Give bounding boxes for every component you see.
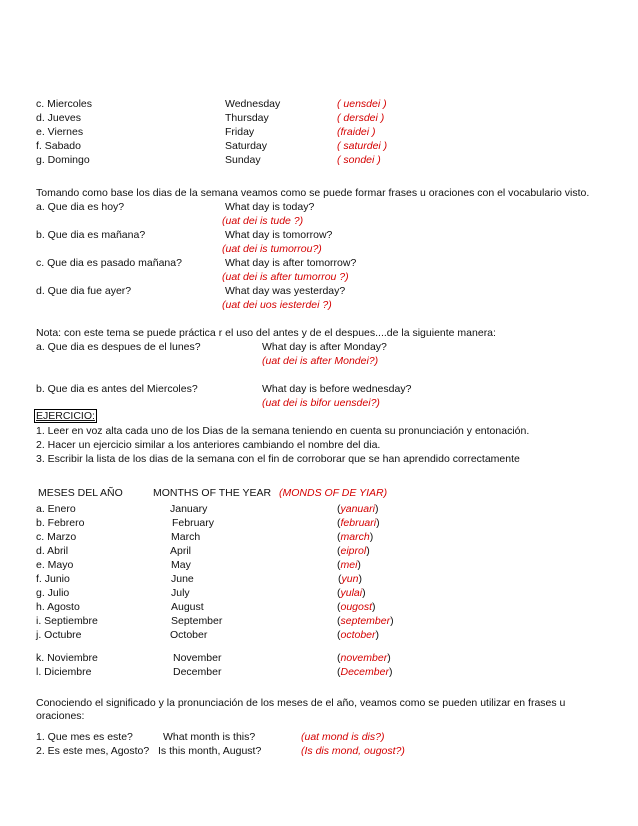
- day-es: d. Jueves: [36, 112, 81, 124]
- day-en: Saturday: [225, 140, 268, 152]
- month-en: April: [170, 545, 192, 557]
- month-es: j. Octubre: [36, 629, 82, 641]
- month-en: June: [171, 573, 194, 585]
- month-es: e. Mayo: [36, 559, 74, 571]
- month-es: k. Noviembre: [36, 652, 98, 664]
- month-es: g. Julio: [36, 587, 70, 599]
- month-pronunciation: (november): [337, 652, 391, 664]
- day-pronunciation: ( sondei ): [337, 154, 381, 166]
- question-en: What day is after tomorrow?: [225, 257, 357, 269]
- month-es: l. Diciembre: [36, 666, 92, 678]
- day-pronunciation: ( saturdei ): [337, 140, 388, 152]
- question-es: a. Que dia es despues de el lunes?: [36, 341, 201, 353]
- note-paragraph: Nota: con este tema se puede práctica r el uso del antes y de el despues....de la siguiente manera:: [36, 327, 496, 339]
- question-pronunciation: (uat dei is after tumorrou ?): [222, 271, 349, 283]
- question-pronunciation: (uat dei is tumorrou?): [222, 243, 322, 255]
- months-header-es: MESES DEL AÑO: [38, 487, 123, 499]
- month-pronunciation: (yulai): [337, 587, 366, 599]
- month-es: a. Enero: [36, 503, 76, 515]
- day-pronunciation: ( dersdei ): [337, 112, 385, 124]
- question-es: b. Que dia es antes del Miercoles?: [36, 383, 198, 395]
- question-es: d. Que dia fue ayer?: [36, 285, 132, 297]
- month-es: d. Abril: [36, 545, 69, 557]
- month-pronunciation: (yanuari): [337, 503, 379, 515]
- month-pronunciation: (mei): [337, 559, 361, 571]
- month-pronunciation: (eiprol): [337, 545, 370, 557]
- question-pronunciation: (uat dei is bifor uensdei?): [262, 397, 380, 409]
- month-pronunciation: (December): [337, 666, 393, 678]
- intro-paragraph: Tomando como base los dias de la semana veamos como se puede formar frases u oraciones con el vocabulario visto.: [36, 187, 590, 199]
- question-en: What day is today?: [225, 201, 315, 213]
- month-en: December: [173, 666, 222, 678]
- question-en: What day is before wednesday?: [262, 383, 412, 395]
- day-en: Thursday: [225, 112, 269, 124]
- question-en: What day is after Monday?: [262, 341, 387, 353]
- month-en: August: [171, 601, 204, 613]
- day-en: Friday: [225, 126, 255, 138]
- month-es: f. Junio: [36, 573, 70, 585]
- day-en: Sunday: [225, 154, 261, 166]
- month-en: July: [171, 587, 190, 599]
- question-en: What month is this?: [163, 731, 256, 743]
- question-pronunciation: (uat dei is after Mondei?): [262, 355, 379, 367]
- month-pronunciation: (march): [337, 531, 374, 543]
- months-intro-paragraph: Conociendo el significado y la pronunciación de los meses de el año, veamos como se pueden utilizar en frases u oraciones:: [36, 697, 566, 722]
- question-es: 2. Es este mes, Agosto?: [36, 745, 150, 757]
- month-en: October: [170, 629, 208, 641]
- month-pronunciation: (februari): [337, 517, 380, 529]
- month-en: February: [172, 517, 215, 529]
- question-en: What day was yesterday?: [225, 285, 346, 297]
- month-pronunciation: (september): [337, 615, 394, 627]
- day-es: c. Miercoles: [36, 98, 93, 110]
- exercise-item: 1. Leer en voz alta cada uno de los Dias de la semana teniendo en cuenta su pronunciación y entonación.: [36, 425, 530, 437]
- month-en: November: [173, 652, 222, 664]
- day-pronunciation: (fraidei ): [337, 126, 376, 138]
- months-header-pronunciation: (MONDS OF DE YIAR): [279, 487, 388, 499]
- month-es: b. Febrero: [36, 517, 85, 529]
- day-pronunciation: ( uensdei ): [337, 98, 387, 110]
- month-es: h. Agosto: [36, 601, 80, 613]
- question-es: 1. Que mes es este?: [36, 731, 133, 743]
- day-es: g. Domingo: [36, 154, 90, 166]
- question-es: c. Que dia es pasado mañana?: [36, 257, 182, 269]
- exercise-item: 3. Escribir la lista de los dias de la semana con el fin de corroborar que se han aprendido correctamente: [36, 453, 520, 465]
- question-pronunciation: (Is dis mond, ougost?): [301, 745, 405, 757]
- month-pronunciation: (october): [337, 629, 380, 641]
- month-en: September: [171, 615, 223, 627]
- question-en: What day is tomorrow?: [225, 229, 333, 241]
- month-en: March: [171, 531, 201, 543]
- months-header-en: MONTHS OF THE YEAR: [153, 487, 272, 499]
- day-es: e. Viernes: [36, 126, 84, 138]
- question-pronunciation: (uat mond is dis?): [301, 731, 385, 743]
- exercise-item: 2. Hacer un ejercicio similar a los anteriores cambiando el nombre del dia.: [36, 439, 381, 451]
- question-pronunciation: (uat dei uos iesterdei ?): [222, 299, 332, 311]
- month-es: c. Marzo: [36, 531, 77, 543]
- month-en: May: [171, 559, 191, 571]
- day-es: f. Sabado: [36, 140, 81, 152]
- exercise-heading: [34, 410, 97, 423]
- month-pronunciation: (ougost): [337, 601, 376, 613]
- month-en: January: [170, 503, 208, 515]
- day-en: Wednesday: [225, 98, 281, 110]
- question-es: b. Que dia es mañana?: [36, 229, 146, 241]
- question-es: a. Que dia es hoy?: [36, 201, 125, 213]
- question-en: Is this month, August?: [158, 745, 262, 757]
- exercise-label: EJERCICIO:: [36, 410, 95, 422]
- question-pronunciation: (uat dei is tude ?): [222, 215, 304, 227]
- month-pronunciation: (yun): [338, 573, 362, 585]
- month-es: i. Septiembre: [36, 615, 98, 627]
